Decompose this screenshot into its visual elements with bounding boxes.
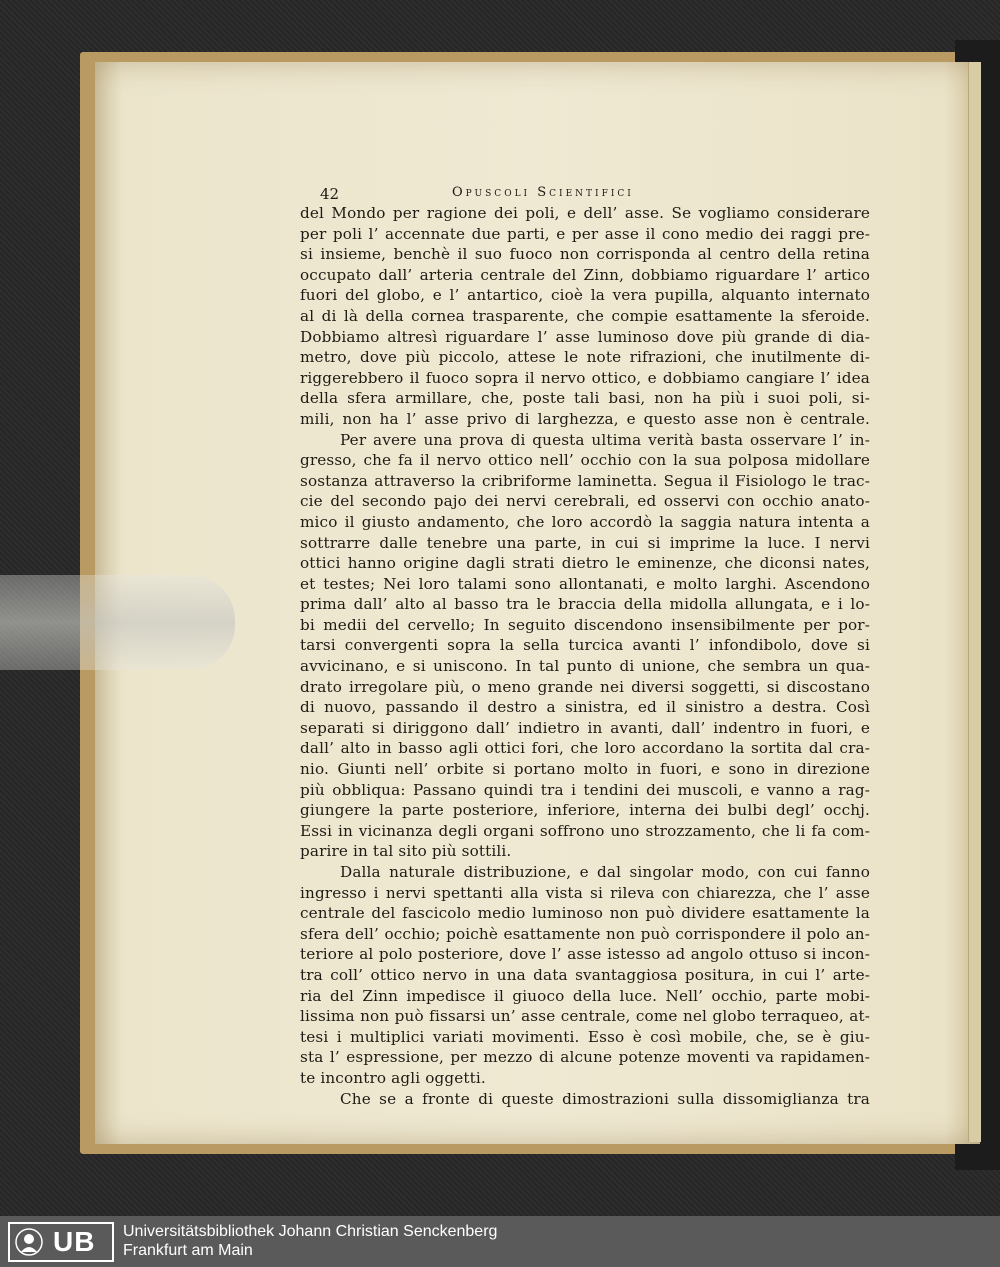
text-line: Che se a fronte di queste dimostrazioni sulla dissomiglianza tra <box>340 1089 870 1108</box>
running-head: Opuscoli Scientifici <box>452 185 634 200</box>
library-name <box>123 1222 497 1260</box>
text-line: mili, non ha l’ asse privo di larghezza, e questo asse non è centrale. <box>300 409 870 428</box>
text-line: metro, dove più piccolo, attese le note rifrazioni, che inutilmente di- <box>300 348 870 367</box>
text-line: separati si diriggono dall’ indietro in avanti, dall’ indentro in fuori, e <box>300 718 870 737</box>
text-line: ria del Zinn impedisce il giuoco della luce. Nell’ occhio, parte mobi- <box>300 986 870 1005</box>
text-line: drato irregolare più, o meno grande nei diversi soggetti, si discostano <box>300 677 870 696</box>
text-line: cie del secondo pajo dei nervi cerebrali, ed osservi con occhio anato- <box>300 492 870 511</box>
text-lines <box>300 203 870 1109</box>
text-line: sottrarre dalle tenebre una parte, in cui si imprime la luce. I nervi <box>300 533 870 552</box>
text-line: teriore al polo posteriore, dove l’ asse istesso ad angolo ottuso si incon- <box>300 945 870 964</box>
library-name-line1: Universitätsbibliothek Johann Christian Senckenberg <box>123 1223 498 1240</box>
library-name-line2: Frankfurt am Main <box>123 1242 253 1259</box>
text-line: prima dall’ alto al basso tra le braccia della midolla allungata, e i lo- <box>300 595 870 614</box>
text-line: tarsi convergenti sopra la sella turcica avanti l’ infondibolo, dove si <box>300 636 870 655</box>
ub-logo-text: UB <box>53 1226 96 1257</box>
text-line: per poli l’ accennate due parti, e per asse il cono medio dei raggi pre- <box>300 224 870 243</box>
page-text <box>300 185 870 1109</box>
ub-logo <box>8 1222 114 1262</box>
text-line: riggerebbero il fuoco sopra il nervo ottico, e dobbiamo cangiare l’ idea <box>300 368 870 387</box>
text-line: sta l’ espressione, per mezzo di alcune potenze moventi va rapidamen- <box>300 1048 870 1067</box>
text-line: bi medii del cervello; In seguito discendono insensibilmente per por- <box>300 615 870 634</box>
text-line: ottici hanno origine dagli strati dietro le eminenze, che diconsi nates, <box>300 554 870 573</box>
page-header <box>300 185 870 203</box>
text-line: al di là della cornea trasparente, che compie esattamente la sferoide. <box>300 306 870 325</box>
text-line: di nuovo, passando il destro a sinistra, ed il sinistro a destra. Così <box>300 698 870 717</box>
text-line: fuori del globo, e l’ antartico, cioè la vera pupilla, alquanto internato <box>300 286 870 305</box>
text-line: nio. Giunti nell’ orbite si portano molto in fuori, e sono in direzione <box>300 760 870 779</box>
footer-bar <box>0 1216 1000 1267</box>
text-line: sfera dell’ occhio; poichè esattamente non può corrispondere il polo an- <box>300 924 870 943</box>
text-line: gresso, che fa il nervo ottico nell’ occhio con la sua polposa midollare <box>300 451 870 470</box>
text-line: centrale del fascicolo medio luminoso non può dividere esattamente la <box>300 904 870 923</box>
text-line: Essi in vicinanza degli organi soffrono uno strozzamento, che li fa com- <box>300 821 870 840</box>
text-line: Dobbiamo altresì riguardare l’ asse luminoso dove più grande di dia- <box>300 327 870 346</box>
text-line: lissima non può fissarsi un’ asse centrale, come nel globo terraqueo, at- <box>300 1007 870 1026</box>
text-line: parire in tal sito più sottili. <box>300 842 512 861</box>
text-line: più obbliqua: Passano quindi tra i tendini dei muscoli, e vanno a rag- <box>300 780 870 799</box>
text-line: dall’ alto in basso agli ottici fori, che loro accordano la sortita dal cra- <box>300 739 870 758</box>
text-line: Per avere una prova di questa ultima verità basta osservare l’ in- <box>340 430 870 449</box>
text-line: del Mondo per ragione dei poli, e dell’ asse. Se vogliamo considerare <box>300 204 870 222</box>
text-line: Dalla naturale distribuzione, e dal singolar modo, con cui fanno <box>340 863 870 881</box>
plastic-clip-strip <box>0 575 235 670</box>
text-line: della sfera armillare, che, poste tali basi, non ha più i suoi poli, si- <box>300 389 870 408</box>
text-line: avvicinano, e si uniscono. In tal punto di unione, che sembra un qua- <box>300 657 870 676</box>
text-line: mico il giusto andamento, che loro accordò la saggia natura intenta a <box>300 512 870 531</box>
text-line: et testes; Nei loro talami sono allontanati, e molto larghi. Ascendono <box>300 574 870 593</box>
text-line: giungere la parte posteriore, inferiore, interna dei bulbi degl’ occhj. <box>300 801 870 820</box>
text-line: si insieme, benchè il suo fuoco non corrisponda al centro della retina <box>300 245 870 264</box>
portrait-seal-icon <box>15 1228 43 1256</box>
text-line: tra coll’ ottico nervo in una data svantaggiosa positura, in cui l’ arte- <box>300 965 870 984</box>
text-line: sostanza attraverso la cribriforme laminetta. Segua il Fisiologo le trac- <box>300 471 870 490</box>
text-line: te incontro agli oggetti. <box>300 1068 486 1087</box>
page-fore-edge <box>968 62 981 1142</box>
page-number: 42 <box>320 185 340 203</box>
text-line: tesi i multiplici variati movimenti. Esso è così mobile, che, se è giu- <box>300 1027 870 1046</box>
text-line: occupato dall’ arteria centrale del Zinn, dobbiamo riguardare l’ artico <box>300 265 870 284</box>
text-line: ingresso i nervi spettanti alla vista si rileva con chiarezza, che l’ asse <box>300 883 870 902</box>
